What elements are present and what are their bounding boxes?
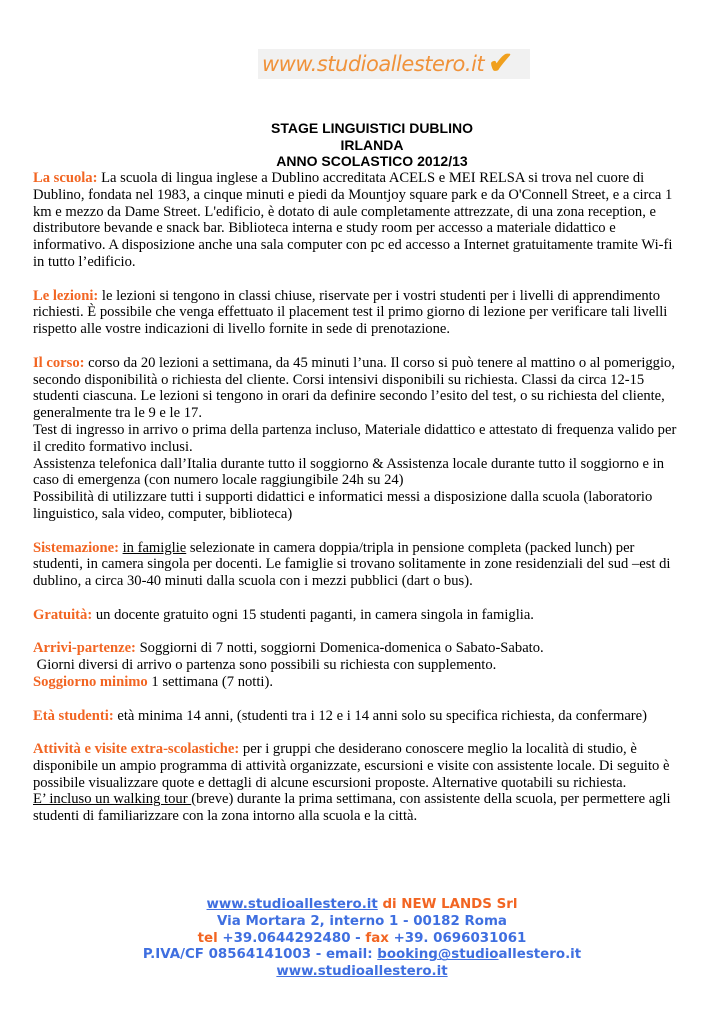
underlined-text: in famiglie — [122, 539, 187, 556]
company-name: di NEW LANDS Srl — [377, 897, 518, 912]
section-label: Arrivi-partenze: — [33, 640, 136, 657]
section-label: Soggiorno minimo — [33, 673, 148, 690]
section-gratuita — [33, 607, 681, 624]
section-text: selezionate in camera doppia/tripla in pensione completa (packed lunch) per studenti, in camera singola per docenti. Le famiglie si trovano solitamente in zone residenziali del sud –est di dublino, a circa 30-40 minuti dalla scuola con i mezzi pubblici (dart o bus). — [33, 539, 671, 590]
section-text: 1 settimana (7 notti). — [147, 673, 273, 690]
section-eta — [33, 708, 681, 725]
checkmark-icon: ✔ — [488, 47, 514, 80]
section-text: Soggiorni di 7 notti, soggiorni Domenica-domenica o Sabato-Sabato. — [135, 640, 544, 657]
section-label: Gratuità: — [33, 606, 93, 623]
document-body — [33, 170, 681, 825]
section-text: le lezioni si tengono in classi chiuse, riservate per i vostri studenti per i livelli di apprendimento richiesti. È possibile che venga effettuato il placement test il primo giorno di lezione per verificare tali livelli rispetto alle vostre indicazioni di livello fornite in sede di prenotazione. — [33, 287, 668, 338]
walking-tour — [33, 791, 681, 825]
section-corso — [33, 355, 681, 422]
fax-label: fax — [365, 930, 389, 946]
website-link-2[interactable]: www.studioallestero.it — [276, 964, 448, 980]
arrivi-line-2: Giorni diversi di arrivo o partenza sono possibili su richiesta con supplemento. — [33, 657, 497, 674]
section-label: Sistemazione: — [33, 539, 119, 556]
logo-text: www.studioallestero.it — [262, 52, 485, 76]
section-lezioni — [33, 288, 681, 338]
piva-text: P.IVA/CF 08564141003 - email: — [142, 947, 378, 963]
section-text: (breve) durante la prima settimana, con assistente della scuola, per permettere agli studenti di familiarizzare con la zona intorno alla scuola e la città. — [33, 791, 671, 825]
section-text: per i gruppi che desiderano conoscere meglio la località di studio, è disponibile un ampio programma di attività organizzate, escursioni e visite con assistente locale. Di seguito è possibile visualizzare quote e dettagli di alcune escursioni proposte. Alternative quotabili su richiesta. — [33, 741, 670, 791]
section-text: La scuola di lingua inglese a Dublino accreditata ACELS e MEI RELSA si trova nel cuore di Dublino, fondata nel 1983, a cinque minuti e piedi da Mountjoy square park e da O'Connell Street, e a circa 1 km e mezzo da Dame Street. L'edificio, è dotato di aule completamente attrezzate, di una zona reception, e distributore bevande e snack bar. Biblioteca interna e study room per accesso a materiale didattico e informativo. A disposizione anche una sala computer con pc ed accesso a Internet gratuitamente tramite Wi-fi in tutto l’edificio. — [33, 170, 673, 270]
section-text: corso da 20 lezioni a settimana, da 45 minuti l’una. Il corso si può tenere al mattino o al pomeriggio, secondo disponibilità o richiesta del cliente. Corsi intensivi disponibili su richiesta. Classi da circa 12-15 studenti ciascuna. Le lezioni si tengono in orari da definire secondo l’esito del test, o su richiesta del cliente, generalmente tra le 9 e le 17. — [33, 354, 675, 422]
footer-line-1 — [0, 897, 724, 914]
footer — [0, 897, 724, 981]
website-link[interactable]: www.studioallestero.it — [206, 897, 378, 912]
section-text: età minima 14 anni, (studenti tra i 12 e i 14 anni solo su specifica richiesta, da confermare) — [113, 707, 647, 724]
corso-extra-1: Test di ingresso in arrivo o prima della partenza incluso, Materiale didattico e attestato di frequenza valido per il credito formativo inclusi. — [33, 421, 677, 455]
title-line-2: IRLANDA — [340, 136, 404, 153]
section-sistemazione — [33, 540, 681, 590]
title-line-3: ANNO SCOLASTICO 2012/13 — [276, 153, 468, 170]
fax-number: +39. 0696031061 — [388, 930, 527, 946]
underlined-text: E’ incluso un walking tour — [33, 791, 192, 808]
logo — [258, 49, 530, 79]
footer-address: Via Mortara 2, interno 1 - 00182 Roma — [217, 913, 507, 929]
section-attivita — [33, 741, 681, 791]
footer-line-5 — [0, 964, 724, 981]
section-label: La scuola: — [33, 170, 98, 186]
section-label: Attività e visite extra-scolastiche: — [33, 741, 240, 758]
tel-label: tel — [197, 930, 218, 946]
corso-extra-3: Possibilità di utilizzare tutti i supporti didattici e informatici messi a disposizione dalla scuola (laboratorio linguistico, sala video, computer, biblioteca) — [33, 489, 653, 522]
section-arrivi — [33, 640, 681, 657]
section-text: un docente gratuito ogni 15 studenti paganti, in camera singola in famiglia. — [92, 606, 534, 623]
soggiorno-minimo — [33, 674, 681, 691]
section-label: Le lezioni: — [33, 287, 99, 304]
footer-phone — [0, 931, 724, 948]
section-label: Il corso: — [33, 354, 85, 371]
footer-piva — [0, 947, 724, 964]
email-rest: allestero.it — [498, 947, 582, 963]
section-scuola — [33, 170, 681, 271]
section-label: Età studenti: — [33, 707, 114, 724]
document-title — [0, 120, 724, 170]
tel-number: +39.0644292480 - — [217, 930, 366, 946]
email-link[interactable]: booking@studio — [377, 947, 499, 963]
title-line-1: STAGE LINGUISTICI DUBLINO — [271, 120, 473, 136]
corso-extra-2: Assistenza telefonica dall’Italia durante tutto il soggiorno & Assistenza locale durante tutto il soggiorno e in caso di emergenza (con numero locale raggiungibile 24h su 24) — [33, 455, 665, 489]
